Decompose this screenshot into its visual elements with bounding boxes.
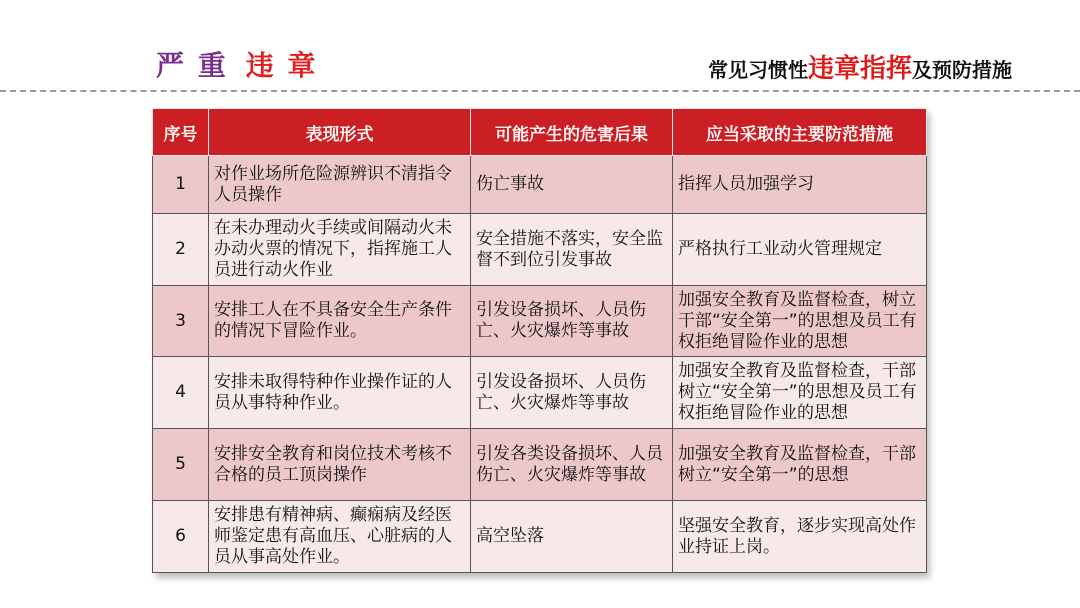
violation-table-grid (152, 108, 927, 573)
row-measure: 加强安全教育及监督检查，干部树立“安全第一”的思想 (673, 429, 927, 501)
row-harm: 引发各类设备损坏、人员伤亡、火灾爆炸等事故 (471, 429, 673, 501)
header-form: 表现形式 (209, 109, 471, 156)
page-title-suffix: 及预防措施 (912, 58, 1012, 82)
row-measure: 严格执行工业动火管理规定 (673, 214, 927, 286)
row-measure: 加强安全教育及监督检查，树立干部“安全第一”的思想及员工有权拒绝冒险作业的思想 (673, 286, 927, 357)
row-harm: 引发设备损坏、人员伤亡、火灾爆炸等事故 (471, 357, 673, 429)
row-number: 5 (153, 429, 209, 501)
row-form: 对作业场所危险源辨识不清指令人员操作 (209, 156, 471, 214)
header-number: 序号 (153, 109, 209, 156)
row-number: 2 (153, 214, 209, 286)
row-measure: 加强安全教育及监督检查，干部树立“安全第一”的思想及员工有权拒绝冒险作业的思想 (673, 357, 927, 429)
row-form: 在未办理动火手续或间隔动火未办动火票的情况下，指挥施工人员进行动火作业 (209, 214, 471, 286)
table-row (153, 501, 927, 573)
table-header-row (153, 109, 927, 156)
header-divider (0, 90, 1080, 92)
table-row (153, 286, 927, 357)
row-harm: 伤亡事故 (471, 156, 673, 214)
row-form: 安排未取得特种作业操作证的人员从事特种作业。 (209, 357, 471, 429)
row-harm: 引发设备损坏、人员伤亡、火灾爆炸等事故 (471, 286, 673, 357)
row-form: 安排安全教育和岗位技术考核不合格的员工顶岗操作 (209, 429, 471, 501)
table-row (153, 214, 927, 286)
row-harm: 安全措施不落实，安全监督不到位引发事故 (471, 214, 673, 286)
page-title (708, 48, 1012, 85)
section-title (156, 44, 318, 84)
header-measure: 应当采取的主要防范措施 (673, 109, 927, 156)
row-form: 安排患有精神病、癫痫病及经医师鉴定患有高血压、心脏病的人员从事高处作业。 (209, 501, 471, 573)
row-measure: 指挥人员加强学习 (673, 156, 927, 214)
page-title-prefix: 常见习惯性 (707, 58, 808, 82)
page-title-highlight: 违章指挥 (807, 54, 912, 84)
header-harm: 可能产生的危害后果 (471, 109, 673, 156)
row-number: 4 (153, 357, 209, 429)
table-row (153, 429, 927, 501)
row-measure: 坚强安全教育，逐步实现高处作业持证上岗。 (673, 501, 927, 573)
row-number: 6 (153, 501, 209, 573)
section-title-part1: 严 重 (156, 49, 228, 82)
section-title-part2: 违 章 (245, 49, 318, 82)
table-row (153, 156, 927, 214)
row-form: 安排工人在不具备安全生产条件的情况下冒险作业。 (209, 286, 471, 357)
table-row (153, 357, 927, 429)
violation-table (152, 108, 926, 573)
row-number: 3 (153, 286, 209, 357)
row-harm: 高空坠落 (471, 501, 673, 573)
row-number: 1 (153, 156, 209, 214)
